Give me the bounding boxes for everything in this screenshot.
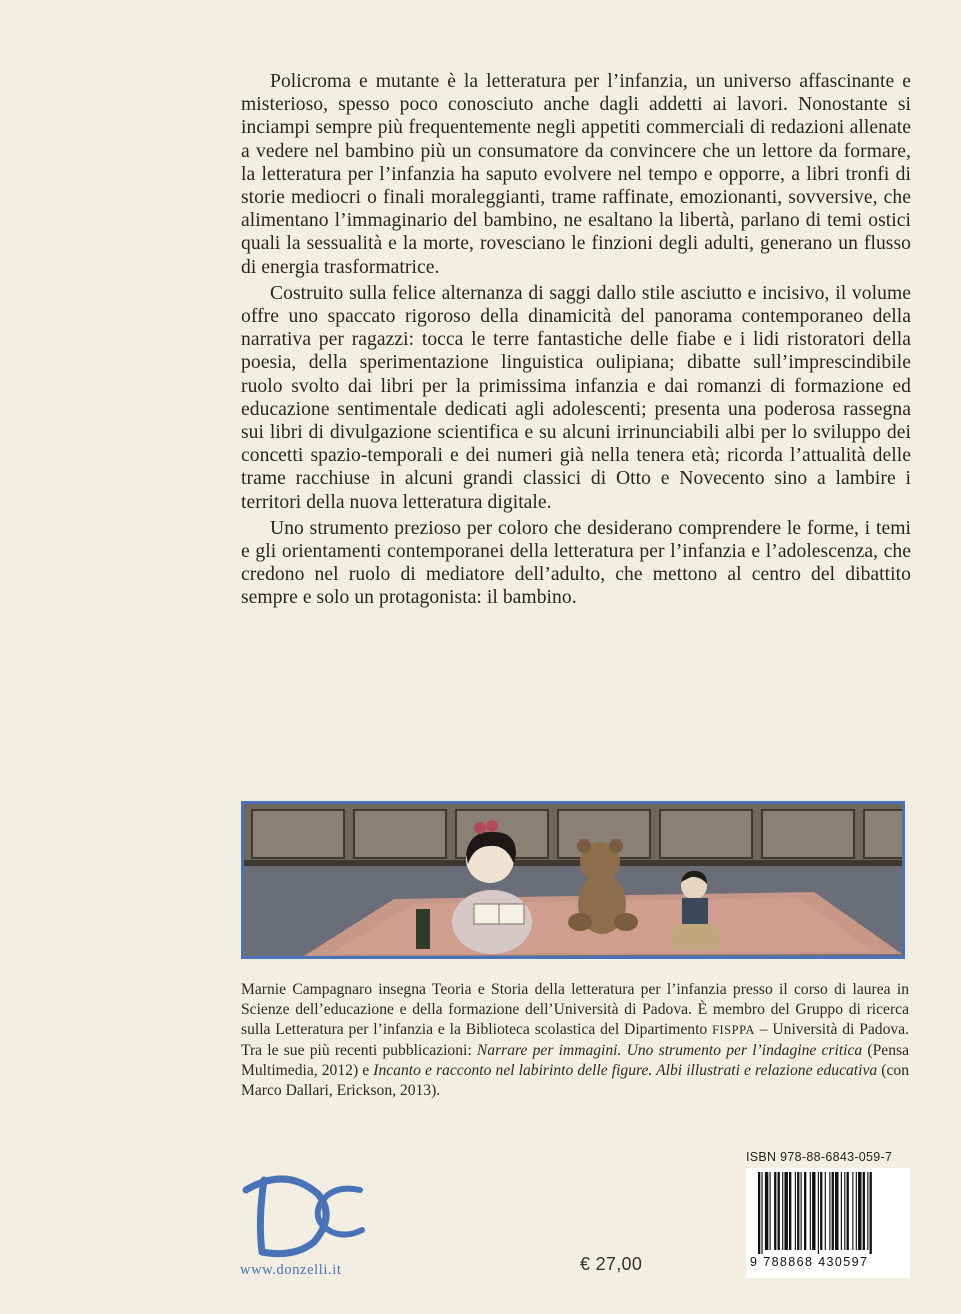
cover-illustration (241, 801, 905, 959)
bio-book-1-title: Narrare per immagini. Uno strumento per l’indagine critica (476, 1041, 863, 1059)
author-biography (241, 980, 909, 1101)
bio-text-1: Marnie Campagnaro insegna Teoria e Storia della letteratura per l’infanzia presso il corso di laurea in Scienze dell’educazione e della formazione dell’Università di Padova. È membro del Gruppo di ricerca sulla Letteratura per l’infanzia e la Biblioteca scolastica del Dipartimento (241, 981, 909, 1039)
back-cover-blurb (241, 70, 911, 610)
blurb-paragraph-1: Policroma e mutante è la letteratura per l’infanzia, un universo affascinante e misterioso, spesso poco conosciuto anche dagli addetti ai lavori. Nonostante si inciampi sempre più frequentemente negli appetiti commerciali di redazioni allenate a vedere nel bambino più un consumatore da convincere che un lettore da formare, la letteratura per l’infanzia ha saputo evolvere nel tempo e opporre, a libri tronfi di storie mediocri o finali moraleggianti, trame raffinate, emozionanti, sovversive, che alimentano l’immaginario del bambino, ne esaltano la libertà, parlano di temi ostici quali la sessualità e la morte, rovesciano le finzioni degli adulti, generano un flusso di energia trasformatrice. (241, 71, 911, 278)
bio-book-2-publisher: (con Marco Dallari, Erickson, 2013). (241, 1061, 910, 1100)
barcode-bars (746, 1168, 910, 1254)
illustration-child-reading-with-teddy-bear (244, 804, 902, 956)
publisher-url[interactable]: www.donzelli.it (240, 1262, 342, 1278)
ean-number: 9 788868 430597 (746, 1254, 910, 1269)
bio-book-1-publisher: (Pensa Multimedia, 2012) e (241, 1041, 909, 1079)
blurb-paragraph-3: Uno strumento prezioso per coloro che desiderano comprendere le forme, i temi e gli orientamenti contemporanei della letteratura per l’infanzia e l’adolescenza, che credono nel ruolo di mediatore dell’adulto, che mettono al centro del dibattito sempre e solo un protagonista: il bambino. (241, 517, 911, 609)
publisher-logo (236, 1160, 366, 1260)
bio-text-2: – Università di Padova. Tra le sue più recenti pubblicazioni: (241, 1021, 910, 1059)
price-label: € 27,00 (580, 1254, 643, 1274)
blurb-paragraph-2: Costruito sulla felice alternanza di saggi dallo stile asciutto e incisivo, il volume offre uno spaccato rigoroso della dinamicità del panorama contemporaneo della narrativa per ragazzi: tocca le terre fantastiche delle fiabe e i lidi ristoratori della poesia, della sperimentazione linguistica oulipiana; dibatte sull’imprescindibile ruolo svolto dai libri per la primissima infanzia e dai romanzi di formazione ed educazione sentimentale dedicati agli adolescenti; presenta una poderosa rassegna sui libri di divulgazione scientifica e su alcuni irrinunciabili albi per lo sviluppo dei concetti spazio-temporali e dei numeri già nella tenera età; ricorda l’attualità delle trame racchiuse in alcuni grandi classici di Otto e Novecento sino a lambire i territori della nuova letteratura digitale. (241, 282, 911, 513)
donzelli-logo-icon (236, 1160, 366, 1260)
bio-department: FISPPA (712, 1023, 755, 1038)
isbn-label: ISBN 978-88-6843-059-7 (746, 1150, 893, 1164)
bio-book-2-title: Incanto e racconto nel labirinto delle figure. Albi illustrati e relazione educativa (373, 1061, 878, 1079)
